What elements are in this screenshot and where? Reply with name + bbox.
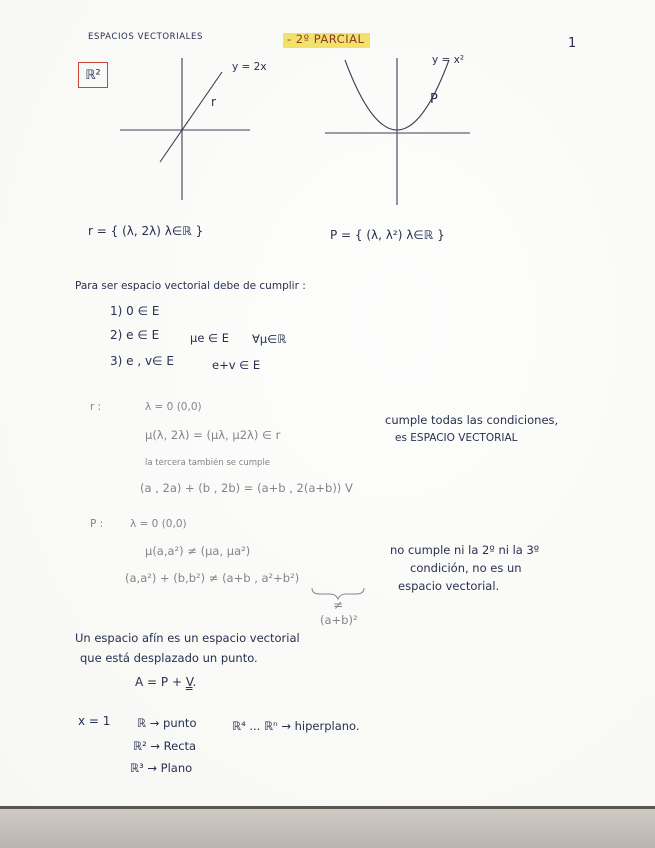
line-r — [160, 72, 222, 162]
p-zero-vector: λ = 0 (0,0) — [130, 518, 187, 530]
dimension-hyperplane: ℝ⁴ ... ℝⁿ → hiperplano. — [232, 719, 360, 733]
p-conclusion-line-3: espacio vectorial. — [398, 579, 500, 593]
r-conclusion-line-2: es ESPACIO VECTORIAL — [395, 432, 518, 444]
dimension-r3: ℝ³ → Plano — [130, 761, 193, 775]
affine-formula-vector: V — [185, 675, 193, 689]
dimension-r1: ℝ → punto — [137, 716, 197, 730]
r-scalar-check: μ(λ, 2λ) = (μλ, μ2λ) ∈ r — [145, 428, 281, 442]
p-scalar-check: μ(a,a²) ≠ (μa, μa²) — [145, 544, 251, 558]
left-curve-label: r — [211, 95, 216, 109]
condition-1: 1) 0 ∈ E — [110, 304, 160, 318]
condition-2-forall: ∀μ∈ℝ — [252, 332, 287, 346]
space-label: ℝ² — [85, 67, 101, 83]
conditions-intro: Para ser espacio vectorial debe de cumplir : — [75, 280, 306, 292]
set-p-definition: P = { (λ, λ²) λ∈ℝ } — [330, 228, 445, 242]
p-sum-check: (a,a²) + (b,b²) ≠ (a+b , a²+b²) — [125, 571, 300, 585]
exam-title: - 2º PARCIAL — [283, 33, 370, 48]
r-zero-vector: λ = 0 (0,0) — [145, 401, 202, 413]
condition-3-sum: e+v ∈ E — [212, 358, 261, 372]
r-conclusion-line-1: cumple todas las condiciones, — [385, 413, 559, 427]
r-third-note: la tercera también se cumple — [145, 458, 271, 468]
p-analysis-label: P : — [90, 518, 104, 530]
dimension-x-value: x = 1 — [78, 714, 111, 728]
right-curve-label: P — [430, 92, 438, 107]
p-square-term: (a+b)² — [320, 613, 358, 627]
graphs-drawing — [0, 0, 655, 220]
affine-formula-lhs: A = P + — [135, 675, 186, 689]
p-conclusion-line-2: condición, no es un — [410, 561, 522, 575]
condition-2-scalar: μe ∈ E — [190, 331, 229, 345]
affine-formula-end: . — [192, 675, 197, 689]
condition-3: 3) e , v∈ E — [110, 354, 174, 368]
page-number: 1 — [568, 36, 577, 51]
r-sum-check: (a , 2a) + (b , 2b) = (a+b , 2(a+b)) V — [140, 481, 353, 495]
right-equation-label: y = x² — [432, 54, 465, 66]
left-equation-label: y = 2x — [232, 61, 267, 73]
affine-definition-line-2: que está desplazado un punto. — [80, 651, 258, 665]
r-analysis-label: r : — [90, 401, 102, 413]
affine-definition-line-1: Un espacio afín es un espacio vectorial — [75, 631, 300, 645]
subject-title: ESPACIOS VECTORIALES — [88, 32, 203, 42]
p-conclusion-line-1: no cumple ni la 2º ni la 3º — [390, 543, 540, 557]
page-bottom-edge — [0, 806, 655, 848]
p-not-equal: ≠ — [333, 598, 344, 612]
set-r-definition: r = { (λ, 2λ) λ∈ℝ } — [88, 224, 204, 238]
dimension-r2: ℝ² → Recta — [133, 739, 197, 753]
condition-2: 2) e ∈ E — [110, 328, 160, 342]
affine-formula — [135, 676, 196, 688]
